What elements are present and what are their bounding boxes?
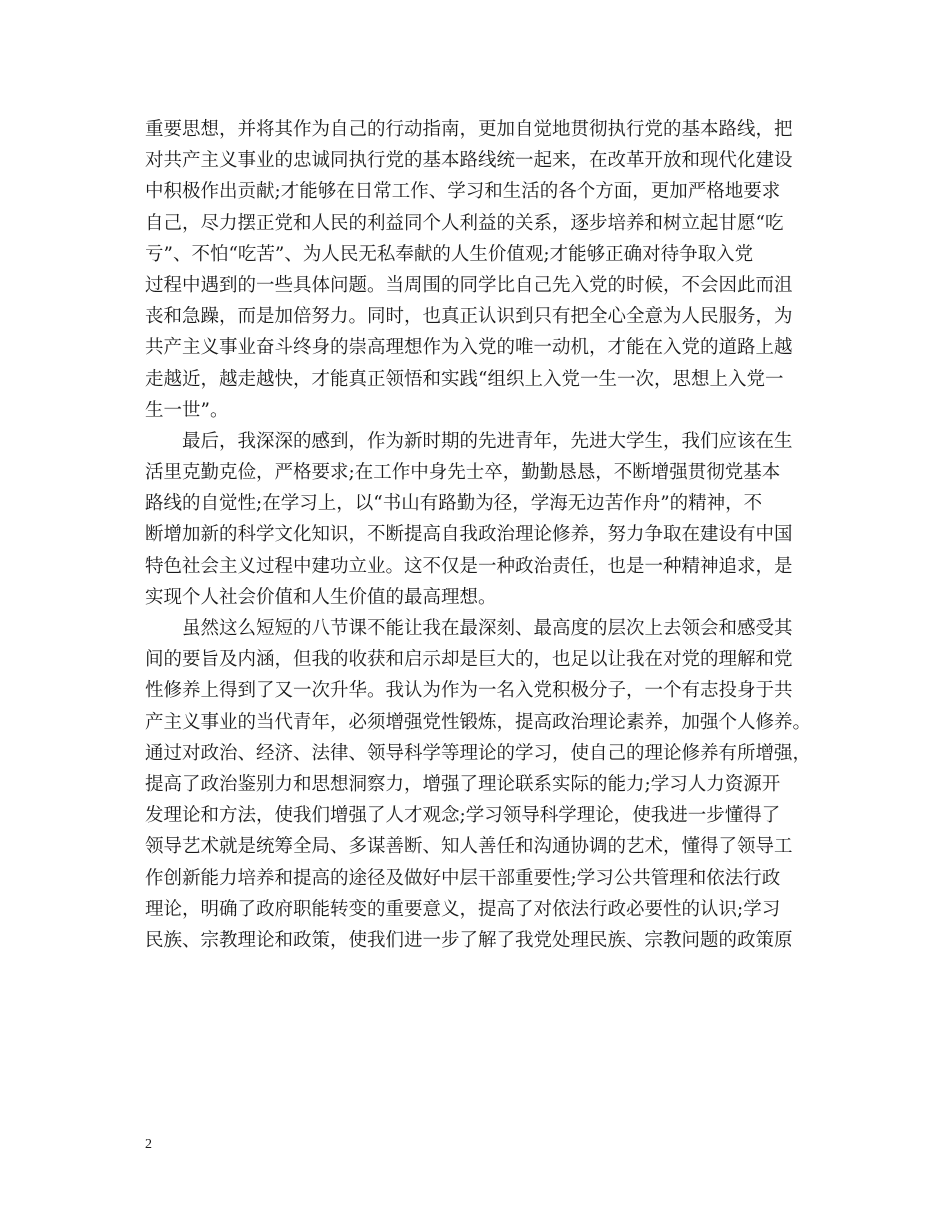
text-line: 实现个人社会价值和人生价值的最高理想。 xyxy=(145,586,497,608)
text-line: 自己，尽力摆正党和人民的利益同个人利益的关系，逐步培养和树立起甘愿“吃 xyxy=(145,212,784,234)
text-line: 通过对政治、经济、法律、领导科学等理论的学习，使自己的理论修养有所增强， xyxy=(145,742,812,764)
text-line: 中积极作出贡献;才能够在日常工作、学习和生活的各个方面，更加严格地要求 xyxy=(145,181,781,203)
text-line: 丧和急躁，而是加倍努力。同时，也真正认识到只有把全心全意为人民服务，为 xyxy=(145,306,793,328)
text-line: 虽然这么短短的八节课不能让我在最深刻、最高度的层次上去领会和感受其 xyxy=(182,618,793,639)
text-line: 特色社会主义过程中建功立业。这不仅是一种政治责任，也是一种精神追求，是 xyxy=(145,555,793,577)
text-line: 断增加新的科学文化知识，不断提高自我政治理论修养，努力争取在建设有中国 xyxy=(145,524,793,546)
document-body xyxy=(145,114,815,956)
text-line: 重要思想，并将其作为自己的行动指南，更加自觉地贯彻执行党的基本路线，把 xyxy=(145,119,793,140)
page-number: 2 xyxy=(145,1137,152,1152)
text-line: 走越近，越走越快，才能真正领悟和实践“组织上入党一生一次，思想上入党一 xyxy=(145,368,784,390)
text-line: 民族、宗教理论和政策，使我们进一步了解了我党处理民族、宗教问题的政策原 xyxy=(145,929,793,951)
paragraph-3 xyxy=(145,613,815,956)
text-line: 领导艺术就是统筹全局、多谋善断、知人善任和沟通协调的艺术，懂得了领导工 xyxy=(145,836,793,858)
text-line: 间的要旨及内涵，但我的收获和启示却是巨大的，也足以让我在对党的理解和党 xyxy=(145,649,793,671)
text-line: 理论，明确了政府职能转变的重要意义，提高了对依法行政必要性的认识;学习 xyxy=(145,898,781,920)
text-line: 性修养上得到了又一次升华。我认为作为一名入党积极分子，一个有志投身于共 xyxy=(145,680,793,702)
text-line: 生一世”。 xyxy=(145,399,229,421)
text-line: 过程中遇到的一些具体问题。当周围的同学比自己先入党的时候，不会因此而沮 xyxy=(145,274,793,296)
paragraph-2 xyxy=(145,426,815,613)
text-line: 活里克勤克俭，严格要求;在工作中身先士卒，勤勤恳恳，不断增强贯彻党基本 xyxy=(145,462,781,484)
text-line: 共产主义事业奋斗终身的崇高理想作为入党的唯一动机，才能在入党的道路上越 xyxy=(145,337,793,359)
text-line: 发理论和方法，使我们增强了人才观念;学习领导科学理论，使我进一步懂得了 xyxy=(145,805,781,827)
text-line: 提高了政治鉴别力和思想洞察力，增强了理论联系实际的能力;学习人力资源开 xyxy=(145,773,781,795)
text-line: 路线的自觉性;在学习上，以“书山有路勤为径，学海无边苦作舟”的精神，不 xyxy=(145,493,763,515)
text-line: 对共产主义事业的忠诚同执行党的基本路线统一起来，在改革开放和现代化建设 xyxy=(145,150,793,172)
text-line: 最后，我深深的感到，作为新时期的先进青年，先进大学生，我们应该在生 xyxy=(182,430,793,452)
text-line: 产主义事业的当代青年，必须增强党性锻炼，提高政治理论素养，加强个人修养。 xyxy=(145,711,812,733)
text-line: 亏”、不怕“吃苦”、为人民无私奉献的人生价值观;才能够正确对待争取入党 xyxy=(145,243,754,265)
paragraph-1 xyxy=(145,114,815,426)
text-line: 作创新能力培养和提高的途径及做好中层干部重要性;学习公共管理和依法行政 xyxy=(145,867,781,889)
